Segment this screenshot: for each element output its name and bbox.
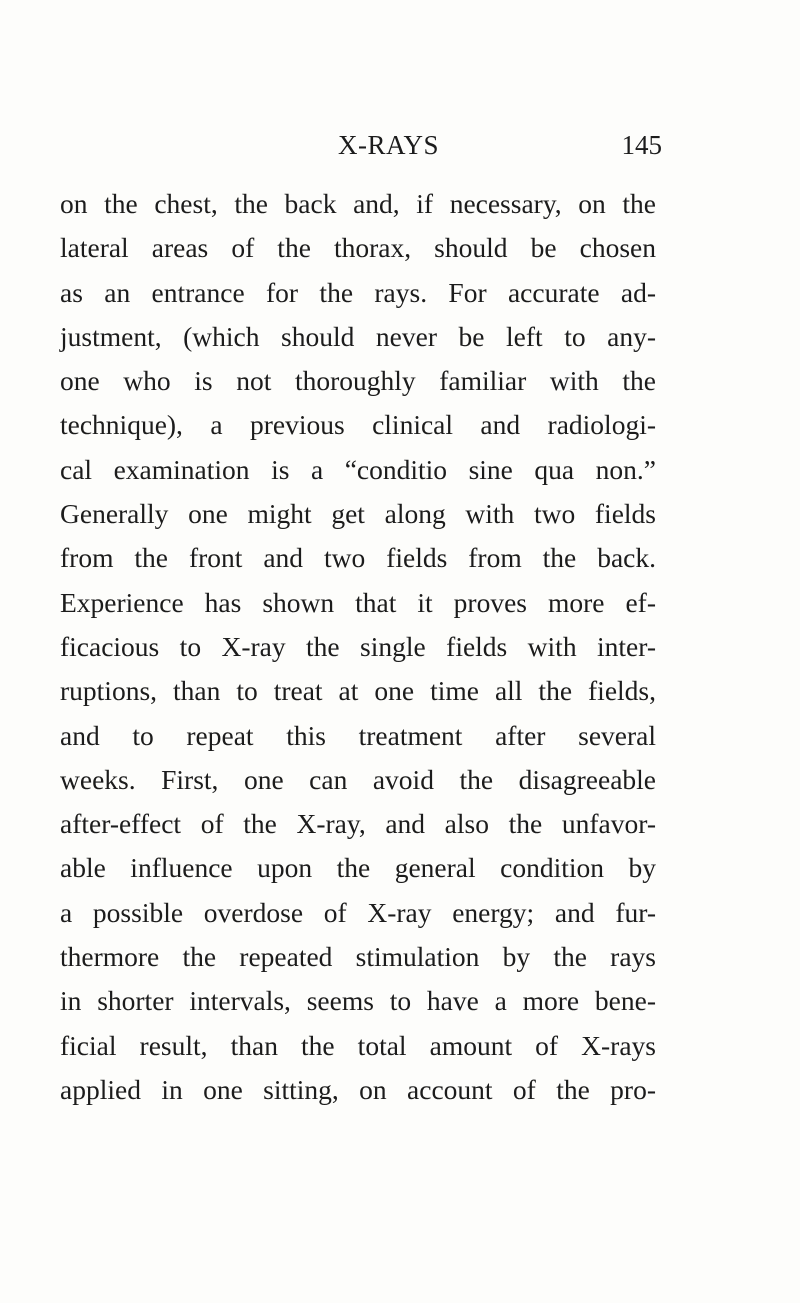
page-number: 145 <box>621 130 662 160</box>
running-head <box>60 130 660 170</box>
text-line: Generally one might get along with two fields <box>60 498 656 530</box>
text-line: applied in one sitting, on account of the pro- <box>60 1073 656 1105</box>
text-line: as an entrance for the rays. For accurate ad- <box>60 276 656 308</box>
text-line: a possible overdose of X-ray energy; and fur- <box>60 896 656 928</box>
body-paragraph <box>60 182 656 1112</box>
text-line: ficial result, than the total amount of X-rays <box>60 1029 656 1061</box>
text-line: ficacious to X-ray the single fields with inter- <box>60 630 656 662</box>
text-line: justment, (which should never be left to any- <box>60 320 656 352</box>
text-line: on the chest, the back and, if necessary, on the <box>60 188 656 219</box>
text-line: weeks. First, one can avoid the disagreeable <box>60 763 656 795</box>
text-line: Experience has shown that it proves more ef- <box>60 586 656 618</box>
text-line: after-effect of the X-ray, and also the unfavor- <box>60 808 656 840</box>
text-line: cal examination is a “conditio sine qua non.” <box>60 453 656 485</box>
text-line: thermore the repeated stimulation by the rays <box>60 941 656 973</box>
text-line: one who is not thoroughly familiar with the <box>60 365 656 397</box>
text-line: technique), a previous clinical and radiologi- <box>60 409 656 441</box>
text-line: able influence upon the general condition by <box>60 852 656 884</box>
text-line: lateral areas of the thorax, should be chosen <box>60 232 656 264</box>
text-line: and to repeat this treatment after several <box>60 719 656 751</box>
text-line: ruptions, than to treat at one time all the fields, <box>60 675 656 707</box>
text-line: in shorter intervals, seems to have a more bene- <box>60 985 656 1017</box>
text-line: from the front and two fields from the back. <box>60 542 656 574</box>
running-title: X-RAYS <box>338 130 440 160</box>
